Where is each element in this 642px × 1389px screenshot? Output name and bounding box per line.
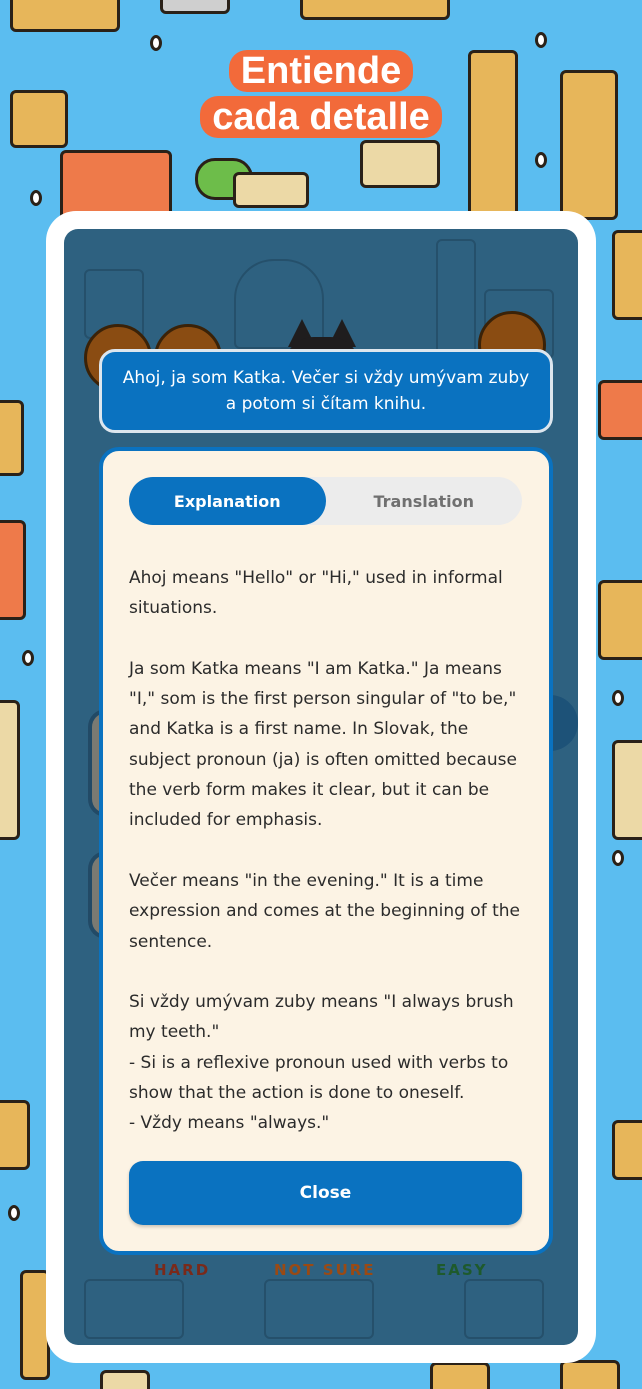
landmark-doodle [612,1120,642,1180]
landmark-doodle [598,580,642,660]
sentence-bubble [99,349,553,433]
ghost-landmark [436,239,476,359]
ghost-landmark [84,1279,184,1339]
rating-not-sure-button[interactable]: NOT SURE [274,1261,376,1279]
phone-frame [46,211,596,1363]
ghost-landmark [264,1279,374,1339]
explanation-paragraph: Ahoj means "Hello" or "Hi," used in informal situations. [129,568,503,619]
explanation-paragraph [129,987,529,1138]
tab-explanation[interactable]: Explanation [129,477,326,525]
dot-doodle [8,1205,20,1221]
dot-doodle [612,690,624,706]
sentence-text: Ahoj, ja som Katka. Večer si vždy umývam zuby a potom si čítam knihu. [122,368,530,414]
landmark-doodle [233,172,309,208]
landmark-doodle [560,1360,620,1389]
landmark-doodle [100,1370,150,1389]
landmark-doodle [60,150,172,220]
app-screen [64,229,578,1345]
headline-line-2: cada detalle [200,96,442,138]
landmark-doodle [430,1362,490,1389]
explanation-bullet: - Si is a reflexive pronoun used with verbs to show that the action is done to oneself. [129,1052,509,1104]
tab-switcher [129,477,522,525]
ghost-landmark [464,1279,544,1339]
explanation-text [129,563,529,1139]
rating-hard-button[interactable]: HARD [154,1261,211,1279]
landmark-doodle [160,0,230,14]
landmark-doodle [10,0,120,32]
rating-easy-button[interactable]: EASY [436,1261,488,1279]
landmark-doodle [612,230,642,320]
dot-doodle [30,190,42,206]
landmark-doodle [0,1100,30,1170]
dot-doodle [535,152,547,168]
explanation-line: Si vždy umývam zuby means "I always brush my teeth." [129,992,514,1043]
landmark-doodle [0,400,24,476]
landmark-doodle [0,700,20,840]
tab-translation[interactable]: Translation [373,491,475,511]
close-button[interactable]: Close [129,1161,522,1225]
promo-headline [0,48,642,140]
headline-line-1: Entiende [229,50,413,92]
explanation-paragraph: Ja som Katka means "I am Katka." Ja means "I," som is the first person singular of "to be," and Katka is a first name. In Slovak, the subject pronoun (ja) is often omitted because the verb form makes it clear, but it can be included for emphasis. [129,658,517,831]
landmark-doodle [300,0,450,20]
explanation-modal [99,447,553,1255]
dot-doodle [612,850,624,866]
difficulty-rating-row [64,1261,578,1281]
dot-doodle [535,32,547,48]
landmark-doodle [0,520,26,620]
dot-doodle [22,650,34,666]
landmark-doodle [598,380,642,440]
explanation-bullet: - Vždy means "always." [129,1113,330,1134]
landmark-doodle [612,740,642,840]
landmark-doodle [360,140,440,188]
explanation-paragraph: Večer means "in the evening." It is a time expression and comes at the beginning of the sentence. [129,870,520,952]
